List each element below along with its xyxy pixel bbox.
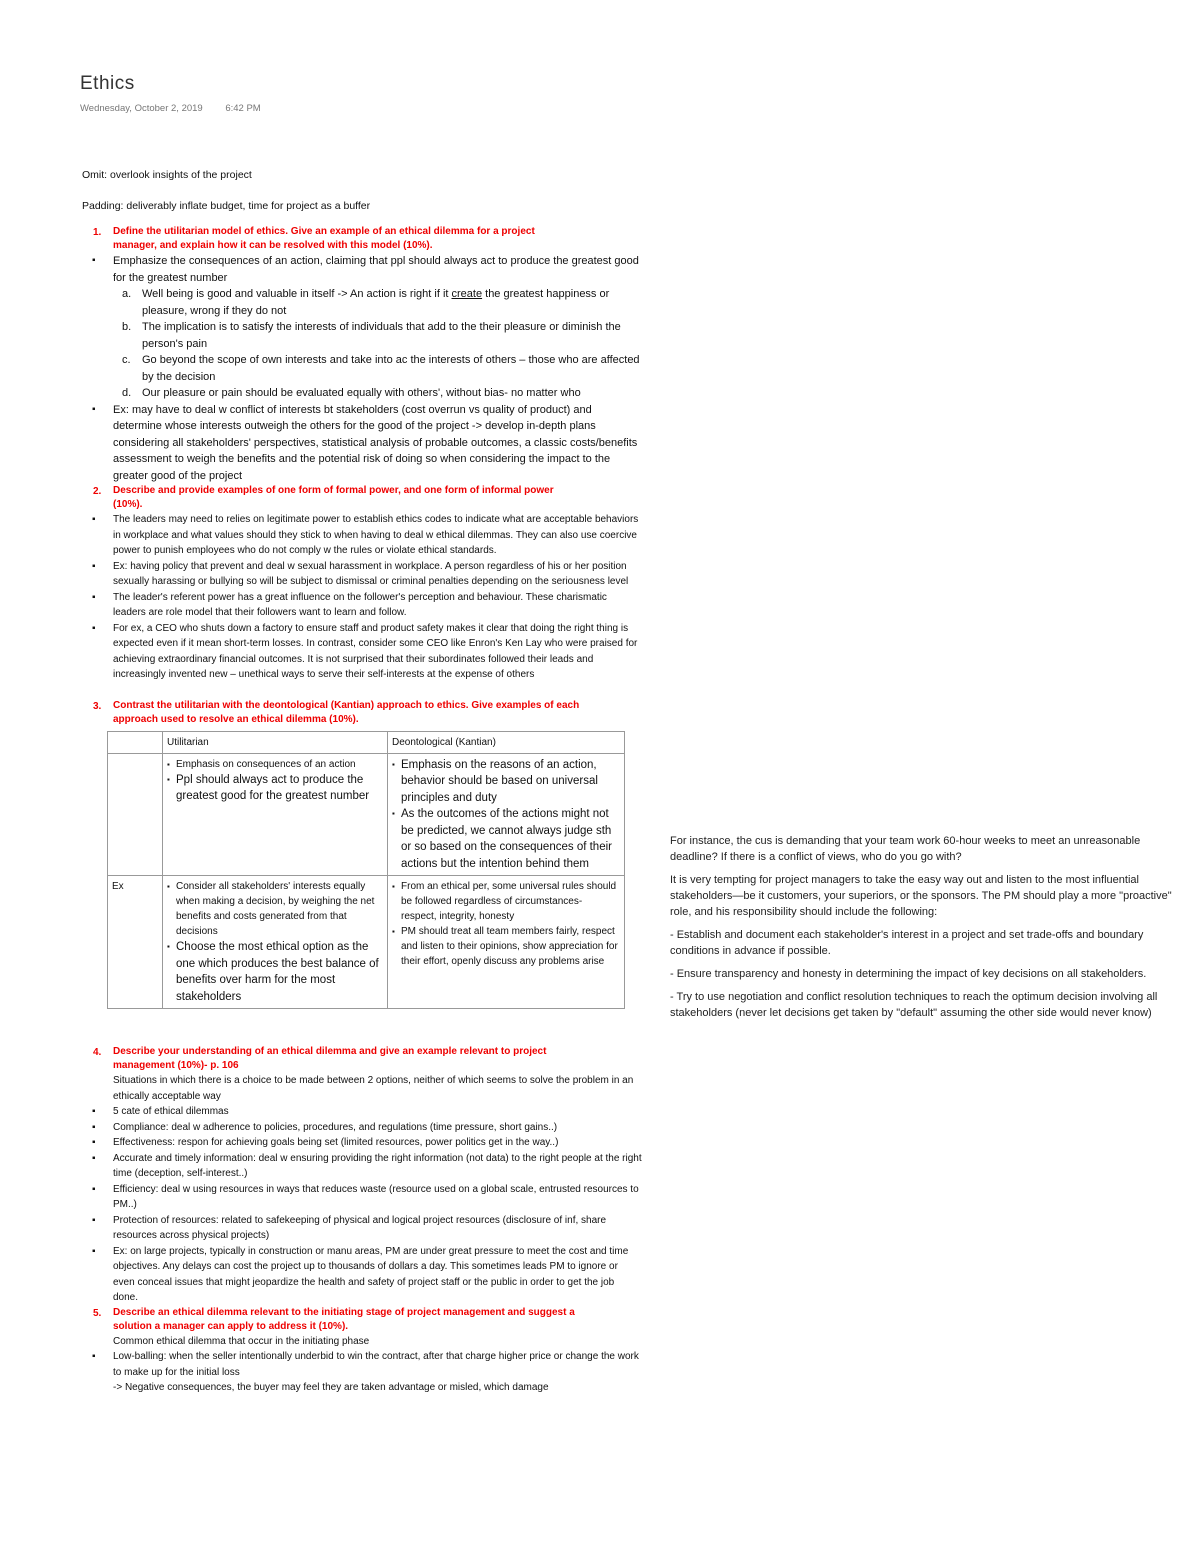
title-line: (10%). bbox=[113, 499, 143, 510]
item-text: Go beyond the scope of own interests and take into ac the interests of others – those who are affected by the decision bbox=[142, 354, 640, 383]
question-5 bbox=[82, 1306, 642, 1334]
list-item: ▪ From an ethical per, some universal rules should be followed regardless of circumstances- respect, integrity, honesty bbox=[392, 879, 620, 924]
sub-item bbox=[82, 319, 642, 352]
title-line: Define the utilitarian model of ethics. Give an example of an ethical dilemma for a project bbox=[113, 226, 535, 237]
item-letter: b. bbox=[122, 321, 132, 333]
main-notes bbox=[82, 225, 642, 1396]
page-date bbox=[80, 103, 261, 114]
bullet: ▪ Effectiveness: respon for achieving goals being set (limited resources, power politics get in the way..) bbox=[82, 1135, 642, 1151]
bullet: ▪ Ex: on large projects, typically in construction or manu areas, PM are under great pressure to meet the cost and time objectives. Any delays can cost the project up to thousands of dollars a day. This sometimes leads PM to ignore or even conceal issues that might jeopardize the health and safety of project staff or the public in order to get the job done. bbox=[82, 1244, 642, 1306]
bullet: ▪ 5 cate of ethical dilemmas bbox=[82, 1104, 642, 1120]
item-text: the greatest happiness or pleasure, wrong if they do not bbox=[142, 288, 610, 317]
sub-item bbox=[82, 286, 642, 319]
title-line: approach used to resolve an ethical dilemma (10%). bbox=[113, 713, 359, 725]
question-number: 5. bbox=[93, 1307, 102, 1319]
item-letter: c. bbox=[122, 354, 131, 366]
question-title bbox=[113, 699, 642, 727]
bullet: ▪ Ex: having policy that prevent and deal w sexual harassment in workplace. A person regardless of his or her position sexually harassing or bullying so will be subject to dismissal or criminal penalties depending on the seriousness level bbox=[82, 559, 642, 590]
paragraph: Situations in which there is a choice to be made between 2 options, neither of which seems to solve the problem in an ethically acceptable way bbox=[113, 1075, 634, 1102]
bullet: ▪ Efficiency: deal w using resources in ways that reduces waste (resource used on a global scale, entrusted resources to PM..) bbox=[82, 1182, 642, 1213]
question-1 bbox=[82, 225, 642, 253]
table-row bbox=[108, 753, 625, 876]
question-number: 3. bbox=[93, 700, 102, 712]
padding-note: Padding: deliverably inflate budget, time for project as a buffer bbox=[82, 200, 371, 212]
bullet: ▪ Low-balling: when the seller intentionally underbid to win the contract, after that charge higher price or change the work to make up for the initial loss bbox=[82, 1349, 642, 1380]
table-row bbox=[108, 876, 625, 1009]
comparison-table bbox=[107, 731, 625, 1010]
item-letter: a. bbox=[122, 288, 132, 300]
paragraph: It is very tempting for project managers to take the easy way out and listen to the most influential stakeholders—be it customers, your superiors, or the sponsors. The PM should play a more "proactive" role, and his responsibility should include the following: bbox=[670, 874, 1172, 918]
title-line: management (10%)- p. 106 bbox=[113, 1060, 239, 1071]
table-cell bbox=[108, 731, 163, 753]
paragraph: - Establish and document each stakeholder's interest in a project and set trade-offs and boundary conditions in advance if possible. bbox=[670, 929, 1144, 957]
question-3 bbox=[82, 699, 642, 727]
item-text: Well being is good and valuable in itself -> An action is right if it bbox=[142, 288, 452, 300]
item-underlined: create bbox=[451, 288, 483, 300]
side-note bbox=[670, 833, 1190, 1028]
title-line: Contrast the utilitarian with the deontological (Kantian) approach to ethics. Give examples of each bbox=[113, 699, 580, 711]
list-item: ▪ Choose the most ethical option as the one which produces the best balance of benefits over harm for the most stakeholders bbox=[167, 939, 383, 1005]
list-item: ▪ Emphasis on the reasons of an action, behavior should be based on universal principles and duty bbox=[392, 757, 620, 807]
bullet: ▪ Ex: may have to deal w conflict of interests bt stakeholders (cost overrun vs quality of product) and determine whose interests outweigh the others for the good of the project -> develop in-depth plans considering all stakeholders' perspectives, statistical analysis of probable outcomes, a classic costs/benefits assessment to weigh the benefits and the potential risk of doing so when considering the impact to the greater good of the project bbox=[82, 402, 642, 485]
paragraph: - Ensure transparency and honesty in determining the impact of key decisions on all stakeholders. bbox=[670, 968, 1147, 980]
bullet: ▪ Protection of resources: related to safekeeping of physical and logical project resources (disclosure of inf, share resources across physical projects) bbox=[82, 1213, 642, 1244]
item-text: The implication is to satisfy the interests of individuals that add to the their pleasure or diminish the person's pain bbox=[142, 321, 621, 350]
table-cell bbox=[388, 876, 625, 1009]
page-title: Ethics bbox=[80, 73, 135, 94]
title-line: Describe and provide examples of one form of formal power, and one form of informal power bbox=[113, 485, 554, 496]
paragraph: Common ethical dilemma that occur in the initiating phase bbox=[113, 1335, 370, 1347]
question-title bbox=[113, 225, 642, 253]
question-title bbox=[113, 484, 642, 512]
title-line: solution a manager can apply to address it (10%). bbox=[113, 1320, 349, 1332]
question-2 bbox=[82, 484, 642, 512]
title-line: manager, and explain how it can be resolved with this model (10%). bbox=[113, 240, 433, 251]
question-number: 2. bbox=[93, 486, 102, 497]
paragraph: -> Negative consequences, the buyer may feel they are taken advantage or misled, which damage bbox=[113, 1382, 549, 1393]
list-item: ▪ Consider all stakeholders' interests equally when making a decision, by weighing the net benefits and costs generated from that decisions bbox=[167, 879, 383, 939]
list-item: ▪ As the outcomes of the actions might not be predicted, we cannot always judge sth or so based on the consequences of their actions but the intention behind them bbox=[392, 806, 620, 872]
title-line: Describe your understanding of an ethical dilemma and give an example relevant to project bbox=[113, 1046, 547, 1057]
list-item: ▪ Emphasis on consequences of an action bbox=[167, 757, 383, 772]
question-number: 1. bbox=[93, 227, 102, 238]
omit-note: Omit: overlook insights of the project bbox=[82, 169, 252, 181]
bullet: ▪ Accurate and timely information: deal w ensuring providing the right information (not data) to the right people at the right time (deception, self-interest..) bbox=[82, 1151, 642, 1182]
question-title bbox=[113, 1045, 642, 1073]
bullet: ▪ The leaders may need to relies on legitimate power to establish ethics codes to indicate what are acceptable behaviors in workplace and what values should they stick to when having to deal w ethical dilemmas. They can also use coercive power to punish employees who do not comply w the rules or violate ethical standards. bbox=[82, 512, 642, 559]
question-title bbox=[113, 1306, 642, 1334]
question-4 bbox=[82, 1045, 642, 1073]
list-item: ▪ PM should treat all team members fairly, respect and listen to their opinions, show appreciation for their effort, openly discuss any problems arise bbox=[392, 924, 620, 969]
bullet: ▪ Emphasize the consequences of an action, claiming that ppl should always act to produce the greatest good for the greatest number bbox=[82, 253, 642, 286]
table-cell bbox=[163, 753, 388, 876]
date-text: Wednesday, October 2, 2019 bbox=[80, 103, 203, 114]
item-text: Our pleasure or pain should be evaluated equally with others', without bias- no matter who bbox=[142, 387, 581, 399]
sub-item bbox=[82, 385, 642, 402]
table-header: Utilitarian bbox=[163, 731, 388, 753]
table-cell bbox=[108, 753, 163, 876]
sub-item bbox=[82, 352, 642, 385]
question-number: 4. bbox=[93, 1047, 102, 1058]
paragraph: For instance, the cus is demanding that your team work 60-hour weeks to meet an unreasonable deadline? If there is a conflict of views, who do you go with? bbox=[670, 835, 1141, 863]
list-item: ▪ Ppl should always act to produce the greatest good for the greatest number bbox=[167, 772, 383, 805]
bullet: ▪ Compliance: deal w adherence to policies, procedures, and regulations (time pressure, short gains..) bbox=[82, 1120, 642, 1136]
table-row bbox=[108, 731, 625, 753]
table-cell bbox=[388, 753, 625, 876]
title-line: Describe an ethical dilemma relevant to the initiating stage of project management and suggest a bbox=[113, 1306, 575, 1318]
bullet: ▪ The leader's referent power has a great influence on the follower's perception and behaviour. These charismatic leaders are role model that their followers want to learn and follow. bbox=[82, 590, 642, 621]
time-text: 6:42 PM bbox=[225, 103, 261, 114]
table-cell: Ex bbox=[108, 876, 163, 1009]
table-header: Deontological (Kantian) bbox=[388, 731, 625, 753]
table-cell bbox=[163, 876, 388, 1009]
bullet: ▪ For ex, a CEO who shuts down a factory to ensure staff and product safety makes it clear that doing the right thing is expected even if it mean short-term losses. In contrast, consider some CEO like Enron's Ken Lay who were praised for achieving extraordinary financial outcomes. It is not surprised that their subordinates followed their leads and increasingly invented new – unethical ways to serve their self-interests at the expense of others bbox=[82, 621, 642, 683]
item-letter: d. bbox=[122, 387, 132, 399]
paragraph: - Try to use negotiation and conflict resolution techniques to reach the optimum decision involving all stakeholders (never let decisions get taken by "default" assuming the other side would never know) bbox=[670, 991, 1158, 1019]
